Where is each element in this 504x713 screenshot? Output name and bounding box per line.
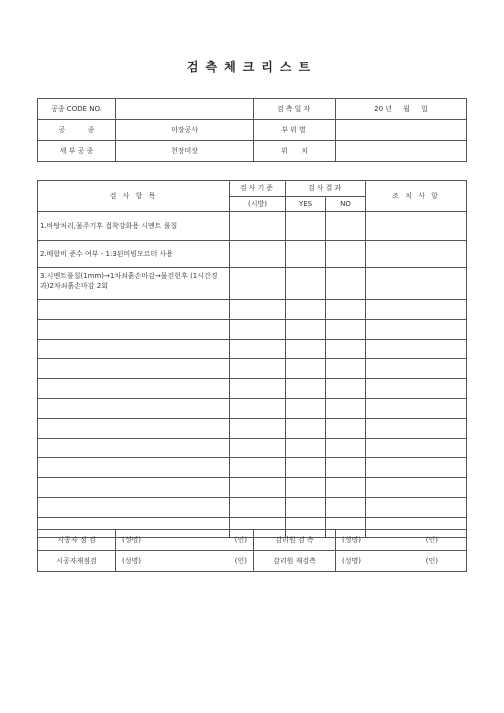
no-cell[interactable]: [326, 241, 366, 268]
standard-cell[interactable]: [230, 398, 286, 418]
no-header: NO: [326, 196, 366, 212]
action-cell[interactable]: [366, 458, 467, 478]
name-label: (성명): [122, 536, 141, 544]
contractor-recheck-sign[interactable]: [116, 551, 254, 572]
code-label: 공종 CODE NO.: [38, 99, 116, 120]
yes-cell[interactable]: [286, 359, 326, 379]
part-value-cell[interactable]: [336, 120, 467, 141]
part-label: 부위별: [254, 120, 336, 141]
work-value[interactable]: 미장공사: [116, 120, 254, 141]
action-cell[interactable]: [366, 319, 467, 339]
check-item-row: [38, 212, 467, 241]
action-header: 조 치 사 항: [366, 181, 467, 212]
empty-row: [38, 339, 467, 359]
yes-cell[interactable]: [286, 438, 326, 458]
check-item-cell[interactable]: [38, 418, 230, 438]
contractor-check-sign[interactable]: [116, 530, 254, 551]
empty-row: [38, 379, 467, 399]
sign-table: [37, 529, 467, 572]
no-cell[interactable]: [326, 212, 366, 241]
check-item-text: 3.시멘트풀칠(1mm)→1차쇠흙손마감→물걷힌후 (1시간경과)2차쇠흙손마감 2회: [38, 268, 230, 300]
header-table: [37, 98, 467, 162]
supervisor-reinspect-label: 감리원 재검측: [254, 551, 336, 572]
seal-label: (인): [425, 536, 438, 544]
no-cell[interactable]: [326, 319, 366, 339]
yes-cell[interactable]: [286, 478, 326, 498]
action-cell[interactable]: [366, 418, 467, 438]
item-header: 검 사 항 목: [38, 181, 230, 212]
code-value-cell[interactable]: [116, 99, 254, 120]
checklist-table: [37, 180, 467, 538]
no-cell[interactable]: [326, 458, 366, 478]
check-item-row: [38, 241, 467, 268]
yes-cell[interactable]: [286, 497, 326, 517]
standard-cell[interactable]: [230, 497, 286, 517]
supervisor-inspect-label: 감리원 검 측: [254, 530, 336, 551]
check-item-cell[interactable]: [38, 359, 230, 379]
action-cell[interactable]: [366, 379, 467, 399]
action-cell[interactable]: [366, 478, 467, 498]
no-cell[interactable]: [326, 418, 366, 438]
yes-cell[interactable]: [286, 418, 326, 438]
empty-row: [38, 497, 467, 517]
name-label: (성명): [122, 557, 141, 565]
standard-cell[interactable]: [230, 379, 286, 399]
yes-cell[interactable]: [286, 339, 326, 359]
check-item-text: 1.바탕처리,물주기후 접착강화용 시멘트 풀칠: [38, 212, 230, 241]
detail-label: 세 부 공 종: [38, 141, 116, 162]
standard-cell[interactable]: [230, 268, 286, 300]
standard-cell[interactable]: [230, 478, 286, 498]
no-cell[interactable]: [326, 359, 366, 379]
no-cell[interactable]: [326, 379, 366, 399]
result-header: 검사결과: [286, 181, 366, 197]
empty-row: [38, 359, 467, 379]
standard-cell[interactable]: [230, 418, 286, 438]
no-cell[interactable]: [326, 438, 366, 458]
supervisor-inspect-sign[interactable]: [336, 530, 467, 551]
yes-cell[interactable]: [286, 268, 326, 300]
action-cell[interactable]: [366, 212, 467, 241]
empty-row: [38, 458, 467, 478]
location-label: 위 치: [254, 141, 336, 162]
standard-cell[interactable]: [230, 339, 286, 359]
action-cell[interactable]: [366, 497, 467, 517]
yes-cell[interactable]: [286, 379, 326, 399]
empty-row: [38, 319, 467, 339]
no-cell[interactable]: [326, 497, 366, 517]
no-cell[interactable]: [326, 268, 366, 300]
empty-row: [38, 300, 467, 320]
empty-row: [38, 418, 467, 438]
seal-label: (인): [234, 557, 247, 565]
no-cell[interactable]: [326, 339, 366, 359]
no-cell[interactable]: [326, 478, 366, 498]
empty-row: [38, 478, 467, 498]
work-label: 공 종: [38, 120, 116, 141]
standard-cell[interactable]: [230, 458, 286, 478]
standard-cell[interactable]: [230, 319, 286, 339]
location-value-cell[interactable]: [336, 141, 467, 162]
contractor-recheck-label: 시공자재점검: [38, 551, 116, 572]
empty-row: [38, 438, 467, 458]
check-item-cell[interactable]: [38, 300, 230, 320]
name-label: (성명): [342, 557, 361, 565]
check-item-cell[interactable]: [38, 458, 230, 478]
yes-header: YES: [286, 196, 326, 212]
check-item-cell[interactable]: [38, 319, 230, 339]
date-value[interactable]: 20 년 월 일: [336, 99, 467, 120]
empty-row: [38, 398, 467, 418]
date-label: 검측일자: [254, 99, 336, 120]
yes-cell[interactable]: [286, 241, 326, 268]
action-cell[interactable]: [366, 300, 467, 320]
document-title: 검측체크리스트: [186, 60, 318, 74]
check-item-text: 2.배합비 준수 여부 - 1:3된비빔모르터 사용: [38, 241, 230, 268]
action-cell[interactable]: [366, 359, 467, 379]
standard-cell[interactable]: [230, 438, 286, 458]
check-item-cell[interactable]: [38, 339, 230, 359]
yes-cell[interactable]: [286, 458, 326, 478]
standard-header: 검사기준: [230, 181, 286, 197]
standard-cell[interactable]: [230, 241, 286, 268]
standard-cell[interactable]: [230, 300, 286, 320]
check-item-row: [38, 268, 467, 300]
yes-cell[interactable]: [286, 398, 326, 418]
contractor-check-label: 시공자 점 검: [38, 530, 116, 551]
yes-cell[interactable]: [286, 319, 326, 339]
seal-label: (인): [234, 536, 247, 544]
action-cell[interactable]: [366, 339, 467, 359]
supervisor-reinspect-sign[interactable]: [336, 551, 467, 572]
action-cell[interactable]: [366, 268, 467, 300]
action-cell[interactable]: [366, 438, 467, 458]
check-item-cell[interactable]: [38, 398, 230, 418]
standard-cell[interactable]: [230, 359, 286, 379]
seal-label: (인): [425, 557, 438, 565]
yes-cell[interactable]: [286, 300, 326, 320]
check-item-cell[interactable]: [38, 478, 230, 498]
no-cell[interactable]: [326, 398, 366, 418]
no-cell[interactable]: [326, 300, 366, 320]
yes-cell[interactable]: [286, 212, 326, 241]
standard-sub: (시방): [230, 196, 286, 212]
check-item-cell[interactable]: [38, 438, 230, 458]
check-item-cell[interactable]: [38, 497, 230, 517]
check-item-cell[interactable]: [38, 379, 230, 399]
action-cell[interactable]: [366, 241, 467, 268]
name-label: (성명): [342, 536, 361, 544]
standard-cell[interactable]: [230, 212, 286, 241]
action-cell[interactable]: [366, 398, 467, 418]
detail-value[interactable]: 천장미장: [116, 141, 254, 162]
